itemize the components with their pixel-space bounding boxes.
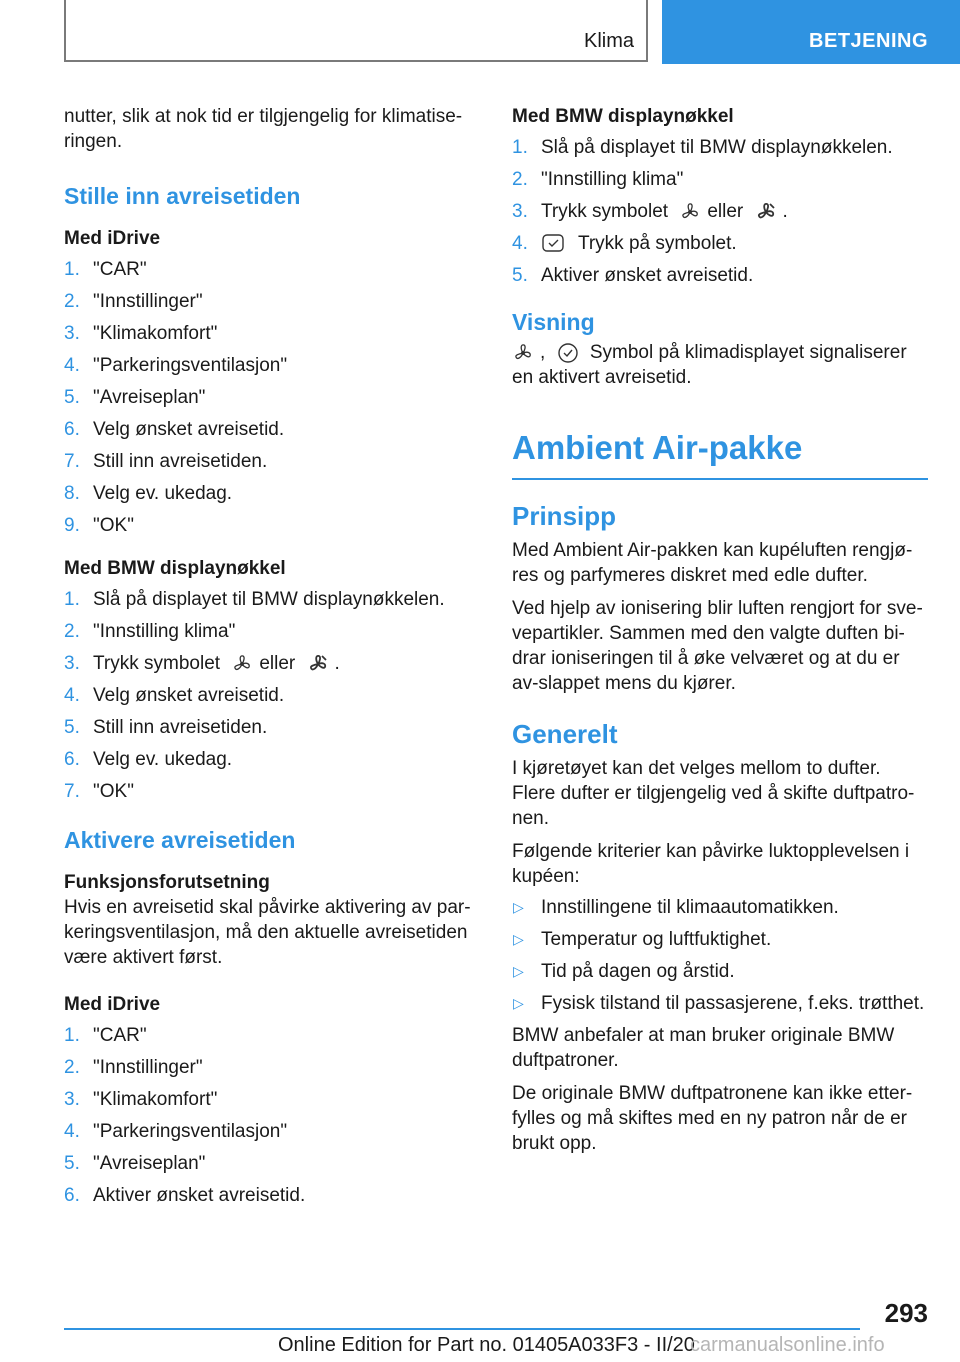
list-item: 7. "OK" [64,781,134,802]
footer-divider [64,1328,860,1330]
left-column [64,104,480,1215]
list-item: ▷ Temperatur og luftfuktighet. [513,929,772,950]
header-section-title: Klima [583,30,634,52]
list-item: 3. Trykk symbolet eller . [64,653,340,674]
general-paragraph-4: De originale BMW duftpatronene kan ikke etter-fylles og må skiftes med en ny patron når de er brukt opp. [512,1083,913,1154]
header-left-box [64,0,648,62]
list-item: 3. Trykk symbolet eller . [512,201,788,222]
principle-paragraph-1: Med Ambient Air-pakken kan kupéluften rengjø-res og parfymeres diskret med edle dufter. [512,540,913,586]
list-item: 5. Aktiver ønsket avreisetid. [512,265,754,286]
list-item: ▷ Innstillingene til klimaautomatikken. [513,897,839,918]
heading-general: Generelt [512,719,618,749]
list-item: ▷ Fysisk tilstand til passasjerene, f.eks. trøtthet. [513,993,925,1014]
bmw-key-steps-1 [64,587,480,804]
list-item: 2. "Innstilling klima" [64,621,236,642]
requirement-text: Hvis en avreisetid skal påvirke aktivering av par-keringsventilasjon, må den aktuelle avreisetiden være aktivert først. [64,897,471,968]
page-number: 293 [884,1298,928,1328]
list-item: 5. "Avreiseplan" [64,1153,206,1174]
list-item: 6. Velg ønsket avreisetid. [64,419,285,440]
list-item: 3. "Klimakomfort" [64,323,218,344]
display-paragraph: , Symbol på klimadisplayet signaliserer en aktivert avreisetid. [512,342,907,388]
intro-paragraph: nutter, slik at nok tid er tilgjengelig for klimatise-ringen. [64,106,463,152]
general-paragraph-2: Følgende kriterier kan påvirke luktopplevelsen i kupéen: [512,841,910,887]
list-item: 4. "Parkeringsventilasjon" [64,355,288,376]
general-paragraph-1: I kjøretøyet kan det velges mellom to dufter. Flere dufter er tilgjengelig ved å skifte duftpatro-nen. [512,758,915,829]
fan-icon [679,201,701,223]
list-item: 3. "Klimakomfort" [64,1089,218,1110]
heading-ambient-air: Ambient Air-pakke [512,428,928,480]
list-item: 4. "Parkeringsventilasjon" [64,1121,288,1142]
list-item: 1. Slå på displayet til BMW displaynøkkelen. [64,589,445,610]
header-chapter-tab [662,0,960,64]
idrive-heading-1: Med iDrive [64,228,161,249]
fan-max-icon [307,653,329,675]
bmw-key-heading-2: Med BMW displaynøkkel [512,106,734,127]
list-item: 4. Trykk på symbolet. [512,233,737,254]
list-item: 6. Aktiver ønsket avreisetid. [64,1185,306,1206]
list-item: 7. Still inn avreisetiden. [64,451,268,472]
criteria-list [512,895,928,1016]
list-item: 1. Slå på displayet til BMW displaynøkkelen. [512,137,893,158]
list-item: 5. Still inn avreisetiden. [64,717,268,738]
header-chapter-title: BETJENING [809,30,928,52]
footer-watermark: carmanualsonline.info [690,1334,885,1356]
list-item: 4. Velg ønsket avreisetid. [64,685,285,706]
list-item: 2. "Innstillinger" [64,1057,203,1078]
heading-principle: Prinsipp [512,501,617,531]
list-item: 9. "OK" [64,515,134,536]
bmw-key-heading-1: Med BMW displaynøkkel [64,558,286,579]
idrive-steps-1 [64,257,480,538]
fan-icon [231,653,253,675]
clock-icon [557,342,579,364]
list-item: 2. "Innstilling klima" [512,169,684,190]
fan-icon [512,342,534,364]
list-item: 1. "CAR" [64,259,147,280]
heading-display: Visning [512,309,595,335]
list-item: 2. "Innstillinger" [64,291,203,312]
principle-paragraph-2: Ved hjelp av ionisering blir luften rengjort for sve-vepartikler. Sammen med den valgte duften bi-drar ioniseringen til å øke velværet og at du er av-slappet mens du kjører. [512,598,923,694]
list-item: ▷ Tid på dagen og årstid. [513,961,735,982]
list-item: 5. "Avreiseplan" [64,387,206,408]
right-column [512,104,928,1156]
list-item: 1. "CAR" [64,1025,147,1046]
general-paragraph-3: BMW anbefaler at man bruker originale BMW duftpatroner. [512,1025,895,1071]
display-key-icon [541,233,567,255]
heading-set-departure: Stille inn avreisetiden [64,183,301,209]
list-item: 8. Velg ev. ukedag. [64,483,233,504]
idrive-heading-2: Med iDrive [64,994,161,1015]
footer-edition: Online Edition for Part no. 01405A033F3 - II/20 [278,1334,695,1356]
list-item: 6. Velg ev. ukedag. [64,749,233,770]
requirement-heading: Funksjonsforutsetning [64,872,270,893]
heading-activate-departure: Aktivere avreisetiden [64,827,296,853]
bmw-key-steps-2 [512,135,928,288]
fan-max-icon [755,201,777,223]
idrive-steps-2 [64,1023,480,1208]
